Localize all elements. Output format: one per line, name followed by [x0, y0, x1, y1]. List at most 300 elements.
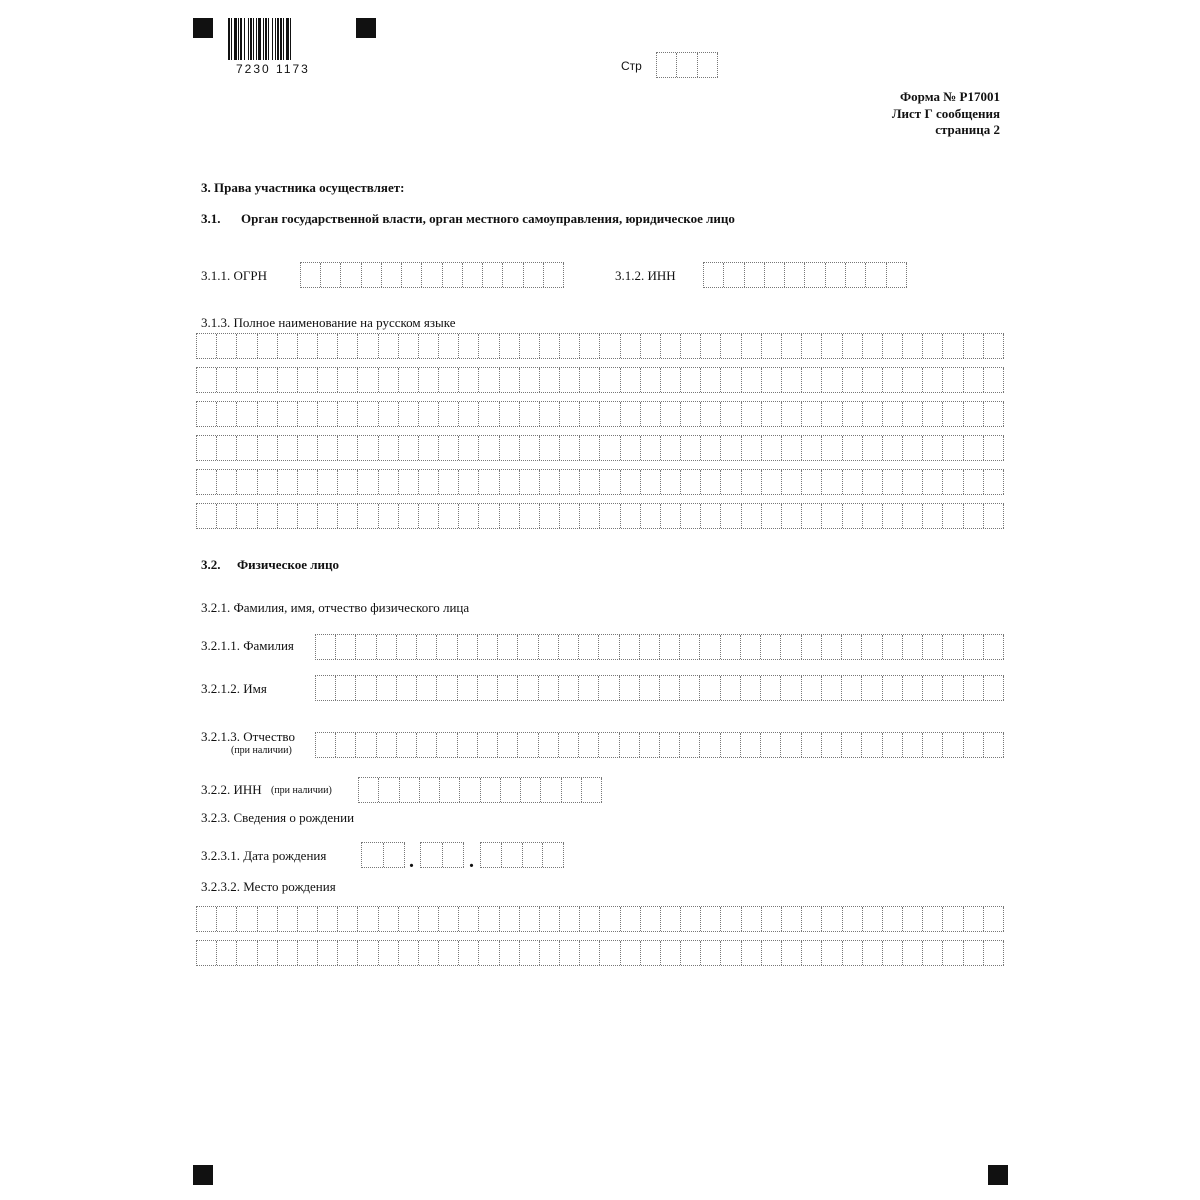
char-cell[interactable]: [197, 941, 217, 965]
char-cell[interactable]: [883, 907, 903, 931]
char-cell[interactable]: [458, 635, 478, 659]
char-cell[interactable]: [681, 334, 701, 358]
char-cell[interactable]: [866, 263, 886, 287]
birth-year-field[interactable]: [480, 842, 564, 868]
char-cell[interactable]: [620, 635, 640, 659]
char-cell[interactable]: [518, 635, 538, 659]
char-cell[interactable]: [237, 907, 257, 931]
char-cell[interactable]: [197, 907, 217, 931]
char-cell[interactable]: [621, 941, 641, 965]
char-cell[interactable]: [459, 436, 479, 460]
char-cell[interactable]: [540, 436, 560, 460]
char-cell[interactable]: [439, 504, 459, 528]
char-cell[interactable]: [539, 635, 559, 659]
char-cell[interactable]: [761, 733, 781, 757]
char-cell[interactable]: [640, 635, 660, 659]
char-cell[interactable]: [863, 907, 883, 931]
char-cell[interactable]: [661, 368, 681, 392]
char-cell[interactable]: [903, 907, 923, 931]
char-cell[interactable]: [459, 368, 479, 392]
char-cell[interactable]: [741, 635, 761, 659]
char-cell[interactable]: [419, 402, 439, 426]
char-cell[interactable]: [621, 402, 641, 426]
char-cell[interactable]: [781, 676, 801, 700]
char-cell[interactable]: [802, 368, 822, 392]
char-cell[interactable]: [964, 941, 984, 965]
char-cell[interactable]: [379, 368, 399, 392]
char-cell[interactable]: [560, 368, 580, 392]
char-cell[interactable]: [377, 676, 397, 700]
char-cell[interactable]: [520, 504, 540, 528]
char-cell[interactable]: [700, 733, 720, 757]
char-cell[interactable]: [600, 941, 620, 965]
char-cell[interactable]: [439, 402, 459, 426]
char-cell[interactable]: [258, 504, 278, 528]
char-cell[interactable]: [661, 907, 681, 931]
char-cell[interactable]: [762, 368, 782, 392]
char-cell[interactable]: [883, 635, 903, 659]
char-cell[interactable]: [500, 470, 520, 494]
org-full-name-row-4[interactable]: [196, 435, 1004, 461]
char-cell[interactable]: [520, 436, 540, 460]
char-cell[interactable]: [681, 907, 701, 931]
char-cell[interactable]: [681, 436, 701, 460]
char-cell[interactable]: [237, 436, 257, 460]
char-cell[interactable]: [984, 733, 1004, 757]
char-cell[interactable]: [923, 504, 943, 528]
char-cell[interactable]: [782, 941, 802, 965]
char-cell[interactable]: [338, 334, 358, 358]
char-cell[interactable]: [943, 368, 963, 392]
char-cell[interactable]: [883, 941, 903, 965]
char-cell[interactable]: [278, 907, 298, 931]
char-cell[interactable]: [580, 941, 600, 965]
char-cell[interactable]: [842, 635, 862, 659]
char-cell[interactable]: [560, 504, 580, 528]
char-cell[interactable]: [741, 676, 761, 700]
char-cell[interactable]: [540, 334, 560, 358]
char-cell[interactable]: [883, 436, 903, 460]
char-cell[interactable]: [843, 436, 863, 460]
char-cell[interactable]: [641, 907, 661, 931]
char-cell[interactable]: [298, 470, 318, 494]
char-cell[interactable]: [298, 907, 318, 931]
char-cell[interactable]: [943, 676, 963, 700]
char-cell[interactable]: [802, 402, 822, 426]
char-cell[interactable]: [903, 402, 923, 426]
char-cell[interactable]: [379, 504, 399, 528]
char-cell[interactable]: [397, 733, 417, 757]
char-cell[interactable]: [258, 436, 278, 460]
surname-field[interactable]: [315, 634, 1004, 660]
org-full-name-row-2[interactable]: [196, 367, 1004, 393]
char-cell[interactable]: [785, 263, 805, 287]
char-cell[interactable]: [559, 676, 579, 700]
char-cell[interactable]: [802, 635, 822, 659]
char-cell[interactable]: [419, 470, 439, 494]
char-cell[interactable]: [419, 504, 439, 528]
char-cell[interactable]: [782, 470, 802, 494]
char-cell[interactable]: [641, 368, 661, 392]
char-cell[interactable]: [359, 778, 379, 802]
char-cell[interactable]: [721, 733, 741, 757]
char-cell[interactable]: [298, 941, 318, 965]
char-cell[interactable]: [540, 941, 560, 965]
char-cell[interactable]: [923, 635, 943, 659]
birth-month-field[interactable]: [420, 842, 464, 868]
char-cell[interactable]: [562, 778, 582, 802]
char-cell[interactable]: [843, 941, 863, 965]
char-cell[interactable]: [358, 907, 378, 931]
char-cell[interactable]: [540, 504, 560, 528]
char-cell[interactable]: [802, 676, 822, 700]
char-cell[interactable]: [580, 368, 600, 392]
char-cell[interactable]: [459, 402, 479, 426]
char-cell[interactable]: [278, 368, 298, 392]
char-cell[interactable]: [479, 504, 499, 528]
char-cell[interactable]: [197, 334, 217, 358]
char-cell[interactable]: [399, 402, 419, 426]
char-cell[interactable]: [500, 907, 520, 931]
char-cell[interactable]: [742, 504, 762, 528]
char-cell[interactable]: [278, 402, 298, 426]
char-cell[interactable]: [358, 941, 378, 965]
char-cell[interactable]: [301, 263, 321, 287]
char-cell[interactable]: [338, 436, 358, 460]
char-cell[interactable]: [741, 733, 761, 757]
patronymic-field[interactable]: [315, 732, 1004, 758]
char-cell[interactable]: [984, 907, 1004, 931]
char-cell[interactable]: [681, 470, 701, 494]
char-cell[interactable]: [600, 402, 620, 426]
char-cell[interactable]: [321, 263, 341, 287]
char-cell[interactable]: [964, 676, 984, 700]
char-cell[interactable]: [883, 470, 903, 494]
char-cell[interactable]: [580, 402, 600, 426]
char-cell[interactable]: [419, 368, 439, 392]
char-cell[interactable]: [443, 843, 465, 867]
char-cell[interactable]: [923, 334, 943, 358]
char-cell[interactable]: [379, 907, 399, 931]
person-inn-field[interactable]: [358, 777, 602, 803]
char-cell[interactable]: [460, 778, 480, 802]
char-cell[interactable]: [805, 263, 825, 287]
char-cell[interactable]: [483, 263, 503, 287]
char-cell[interactable]: [846, 263, 866, 287]
char-cell[interactable]: [338, 470, 358, 494]
char-cell[interactable]: [217, 402, 237, 426]
char-cell[interactable]: [964, 334, 984, 358]
char-cell[interactable]: [782, 436, 802, 460]
birth-place-row-2[interactable]: [196, 940, 1004, 966]
char-cell[interactable]: [984, 504, 1004, 528]
char-cell[interactable]: [237, 402, 257, 426]
char-cell[interactable]: [984, 368, 1004, 392]
char-cell[interactable]: [559, 635, 579, 659]
char-cell[interactable]: [802, 334, 822, 358]
char-cell[interactable]: [923, 941, 943, 965]
char-cell[interactable]: [478, 676, 498, 700]
char-cell[interactable]: [402, 263, 422, 287]
char-cell[interactable]: [443, 263, 463, 287]
char-cell[interactable]: [883, 402, 903, 426]
char-cell[interactable]: [439, 470, 459, 494]
char-cell[interactable]: [621, 368, 641, 392]
char-cell[interactable]: [399, 941, 419, 965]
char-cell[interactable]: [599, 635, 619, 659]
char-cell[interactable]: [479, 470, 499, 494]
char-cell[interactable]: [943, 504, 963, 528]
char-cell[interactable]: [478, 733, 498, 757]
char-cell[interactable]: [541, 778, 561, 802]
char-cell[interactable]: [560, 436, 580, 460]
char-cell[interactable]: [762, 334, 782, 358]
char-cell[interactable]: [539, 676, 559, 700]
char-cell[interactable]: [520, 334, 540, 358]
char-cell[interactable]: [481, 778, 501, 802]
char-cell[interactable]: [660, 733, 680, 757]
char-cell[interactable]: [479, 334, 499, 358]
char-cell[interactable]: [843, 368, 863, 392]
char-cell[interactable]: [580, 907, 600, 931]
char-cell[interactable]: [523, 843, 544, 867]
char-cell[interactable]: [316, 733, 336, 757]
char-cell[interactable]: [704, 263, 724, 287]
char-cell[interactable]: [440, 778, 460, 802]
char-cell[interactable]: [923, 733, 943, 757]
char-cell[interactable]: [826, 263, 846, 287]
char-cell[interactable]: [437, 635, 457, 659]
char-cell[interactable]: [520, 470, 540, 494]
char-cell[interactable]: [520, 907, 540, 931]
char-cell[interactable]: [439, 436, 459, 460]
char-cell[interactable]: [863, 941, 883, 965]
char-cell[interactable]: [358, 436, 378, 460]
char-cell[interactable]: [560, 402, 580, 426]
char-cell[interactable]: [543, 843, 564, 867]
char-cell[interactable]: [661, 334, 681, 358]
char-cell[interactable]: [984, 676, 1004, 700]
char-cell[interactable]: [362, 843, 384, 867]
char-cell[interactable]: [336, 676, 356, 700]
char-cell[interactable]: [500, 368, 520, 392]
char-cell[interactable]: [479, 402, 499, 426]
char-cell[interactable]: [338, 907, 358, 931]
char-cell[interactable]: [640, 733, 660, 757]
char-cell[interactable]: [822, 470, 842, 494]
char-cell[interactable]: [500, 334, 520, 358]
char-cell[interactable]: [217, 941, 237, 965]
char-cell[interactable]: [680, 733, 700, 757]
char-cell[interactable]: [379, 402, 399, 426]
ogrn-field[interactable]: [300, 262, 564, 288]
char-cell[interactable]: [524, 263, 544, 287]
char-cell[interactable]: [903, 676, 923, 700]
char-cell[interactable]: [701, 907, 721, 931]
char-cell[interactable]: [237, 504, 257, 528]
char-cell[interactable]: [640, 676, 660, 700]
char-cell[interactable]: [379, 470, 399, 494]
char-cell[interactable]: [197, 504, 217, 528]
char-cell[interactable]: [964, 504, 984, 528]
char-cell[interactable]: [903, 368, 923, 392]
char-cell[interactable]: [237, 368, 257, 392]
char-cell[interactable]: [502, 843, 523, 867]
char-cell[interactable]: [923, 470, 943, 494]
char-cell[interactable]: [197, 402, 217, 426]
char-cell[interactable]: [579, 676, 599, 700]
char-cell[interactable]: [500, 436, 520, 460]
char-cell[interactable]: [641, 436, 661, 460]
char-cell[interactable]: [278, 941, 298, 965]
char-cell[interactable]: [439, 334, 459, 358]
char-cell[interactable]: [843, 402, 863, 426]
char-cell[interactable]: [298, 334, 318, 358]
char-cell[interactable]: [217, 368, 237, 392]
char-cell[interactable]: [459, 470, 479, 494]
char-cell[interactable]: [661, 470, 681, 494]
char-cell[interactable]: [318, 436, 338, 460]
char-cell[interactable]: [903, 334, 923, 358]
char-cell[interactable]: [258, 941, 278, 965]
char-cell[interactable]: [560, 907, 580, 931]
char-cell[interactable]: [316, 635, 336, 659]
char-cell[interactable]: [641, 402, 661, 426]
char-cell[interactable]: [721, 635, 741, 659]
char-cell[interactable]: [883, 676, 903, 700]
char-cell[interactable]: [399, 504, 419, 528]
char-cell[interactable]: [883, 504, 903, 528]
char-cell[interactable]: [258, 334, 278, 358]
char-cell[interactable]: [822, 334, 842, 358]
char-cell[interactable]: [217, 470, 237, 494]
char-cell[interactable]: [237, 941, 257, 965]
char-cell[interactable]: [943, 334, 963, 358]
char-cell[interactable]: [498, 676, 518, 700]
char-cell[interactable]: [782, 368, 802, 392]
char-cell[interactable]: [903, 733, 923, 757]
char-cell[interactable]: [984, 941, 1004, 965]
char-cell[interactable]: [843, 504, 863, 528]
char-cell[interactable]: [843, 907, 863, 931]
char-cell[interactable]: [984, 635, 1004, 659]
char-cell[interactable]: [964, 470, 984, 494]
char-cell[interactable]: [318, 907, 338, 931]
char-cell[interactable]: [237, 334, 257, 358]
char-cell[interactable]: [621, 470, 641, 494]
char-cell[interactable]: [964, 436, 984, 460]
char-cell[interactable]: [822, 733, 842, 757]
char-cell[interactable]: [863, 504, 883, 528]
char-cell[interactable]: [539, 733, 559, 757]
char-cell[interactable]: [217, 334, 237, 358]
char-cell[interactable]: [621, 907, 641, 931]
char-cell[interactable]: [459, 334, 479, 358]
char-cell[interactable]: [278, 334, 298, 358]
char-cell[interactable]: [382, 263, 402, 287]
char-cell[interactable]: [599, 676, 619, 700]
char-cell[interactable]: [419, 436, 439, 460]
page-number-field[interactable]: [656, 52, 718, 78]
char-cell[interactable]: [358, 334, 378, 358]
char-cell[interactable]: [802, 504, 822, 528]
char-cell[interactable]: [721, 676, 741, 700]
char-cell[interactable]: [421, 843, 443, 867]
char-cell[interactable]: [600, 504, 620, 528]
char-cell[interactable]: [621, 504, 641, 528]
birth-place-row-1[interactable]: [196, 906, 1004, 932]
char-cell[interactable]: [701, 504, 721, 528]
char-cell[interactable]: [822, 402, 842, 426]
char-cell[interactable]: [579, 733, 599, 757]
char-cell[interactable]: [258, 907, 278, 931]
char-cell[interactable]: [417, 635, 437, 659]
char-cell[interactable]: [318, 941, 338, 965]
char-cell[interactable]: [943, 436, 963, 460]
char-cell[interactable]: [318, 334, 338, 358]
char-cell[interactable]: [843, 470, 863, 494]
char-cell[interactable]: [943, 402, 963, 426]
char-cell[interactable]: [700, 635, 720, 659]
char-cell[interactable]: [964, 635, 984, 659]
char-cell[interactable]: [540, 470, 560, 494]
char-cell[interactable]: [680, 676, 700, 700]
char-cell[interactable]: [338, 402, 358, 426]
birth-day-field[interactable]: [361, 842, 405, 868]
char-cell[interactable]: [903, 470, 923, 494]
char-cell[interactable]: [278, 436, 298, 460]
char-cell[interactable]: [984, 470, 1004, 494]
char-cell[interactable]: [742, 436, 762, 460]
char-cell[interactable]: [459, 504, 479, 528]
char-cell[interactable]: [580, 504, 600, 528]
char-cell[interactable]: [698, 53, 718, 77]
char-cell[interactable]: [661, 436, 681, 460]
char-cell[interactable]: [579, 635, 599, 659]
char-cell[interactable]: [479, 368, 499, 392]
char-cell[interactable]: [943, 635, 963, 659]
char-cell[interactable]: [822, 436, 842, 460]
char-cell[interactable]: [863, 334, 883, 358]
char-cell[interactable]: [318, 470, 338, 494]
char-cell[interactable]: [620, 733, 640, 757]
char-cell[interactable]: [362, 263, 382, 287]
char-cell[interactable]: [742, 470, 762, 494]
char-cell[interactable]: [721, 402, 741, 426]
char-cell[interactable]: [721, 334, 741, 358]
char-cell[interactable]: [802, 733, 822, 757]
char-cell[interactable]: [903, 941, 923, 965]
char-cell[interactable]: [358, 470, 378, 494]
char-cell[interactable]: [478, 635, 498, 659]
char-cell[interactable]: [984, 436, 1004, 460]
char-cell[interactable]: [437, 733, 457, 757]
char-cell[interactable]: [782, 402, 802, 426]
char-cell[interactable]: [518, 676, 538, 700]
char-cell[interactable]: [761, 635, 781, 659]
char-cell[interactable]: [762, 470, 782, 494]
char-cell[interactable]: [498, 733, 518, 757]
char-cell[interactable]: [258, 470, 278, 494]
char-cell[interactable]: [843, 334, 863, 358]
char-cell[interactable]: [923, 676, 943, 700]
char-cell[interactable]: [903, 504, 923, 528]
org-full-name-row-5[interactable]: [196, 469, 1004, 495]
char-cell[interactable]: [721, 907, 741, 931]
char-cell[interactable]: [765, 263, 785, 287]
char-cell[interactable]: [762, 436, 782, 460]
char-cell[interactable]: [559, 733, 579, 757]
